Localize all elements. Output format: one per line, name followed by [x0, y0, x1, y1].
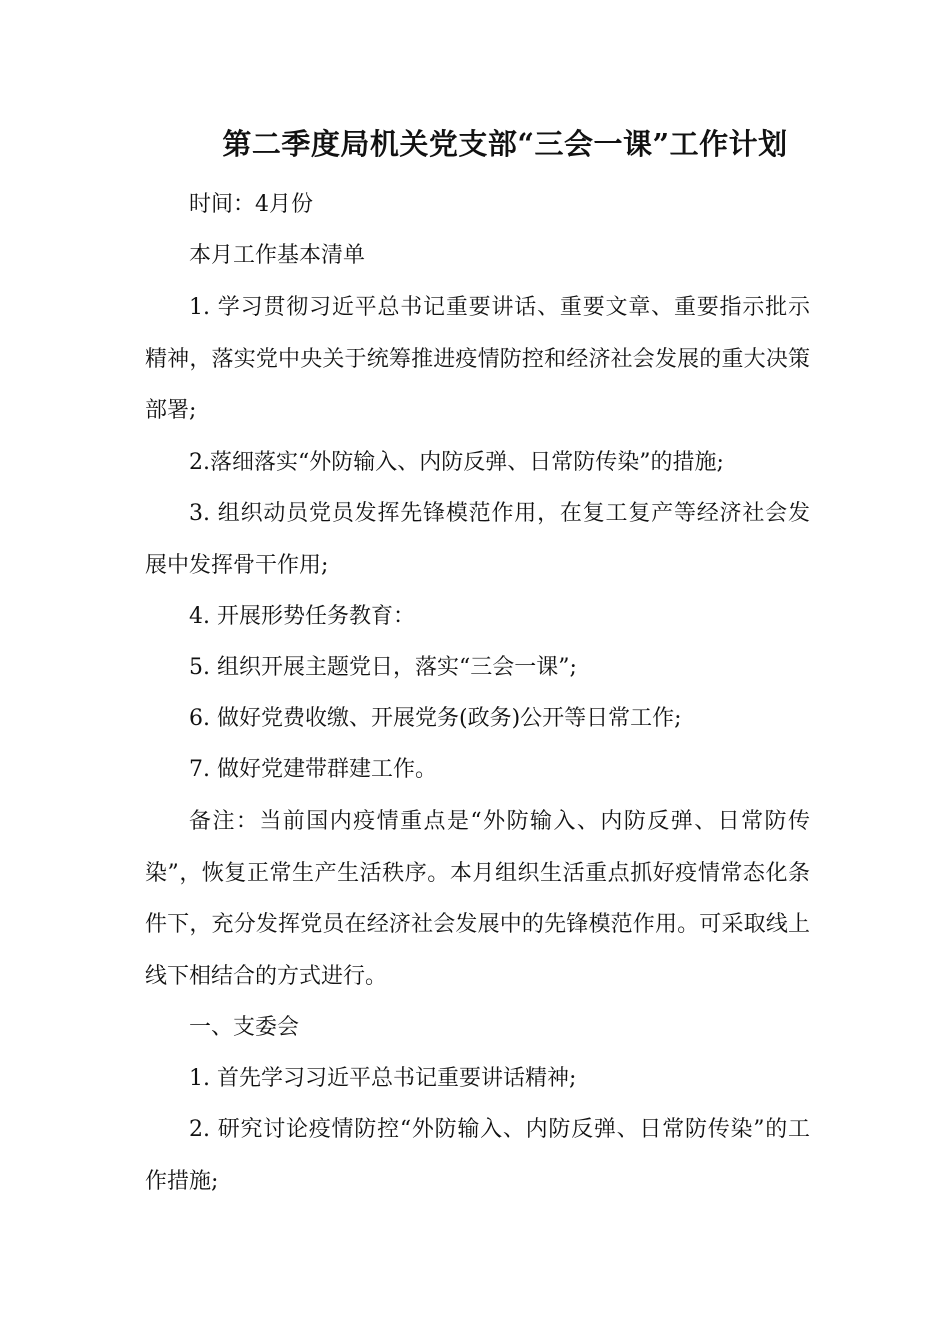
- list-item: 3. 组织动员党员发挥先锋模范作用，在复工复产等经济社会发展中发挥骨干作用;: [145, 501, 810, 578]
- list-item: 5. 组织开展主题党日，落实“三会一课”;: [189, 655, 577, 680]
- time-line: 时间：4月份: [189, 192, 313, 217]
- list-heading: 本月工作基本清单: [189, 243, 366, 268]
- document-title: 第二季度局机关党支部“三会一课”工作计划: [222, 127, 788, 161]
- list-item: 4. 开展形势任务教育：: [189, 604, 415, 629]
- note-paragraph: 备注：当前国内疫情重点是“外防输入、内防反弹、日常防传染”，恢复正常生产生活秩序。本月组织生活重点抓好疫情常态化条件下，充分发挥党员在经济社会发展中的先锋模范作用。可采取线上线下相结合的方式进行。: [145, 809, 810, 989]
- list-item: 1. 学习贯彻习近平总书记重要讲话、重要文章、重要指示批示精神，落实党中央关于统筹推进疫情防控和经济社会发展的重大决策部署;: [145, 295, 810, 423]
- list-item: 2. 研究讨论疫情防控“外防输入、内防反弹、日常防传染”的工作措施;: [145, 1117, 810, 1194]
- list-item: 1. 首先学习习近平总书记重要讲话精神;: [189, 1066, 577, 1091]
- section-heading: 一、支委会: [189, 1015, 300, 1040]
- list-item: 6. 做好党费收缴、开展党务(政务)公开等日常工作;: [189, 706, 682, 731]
- list-item: 2.落细落实“外防输入、内防反弹、日常防传染”的措施;: [189, 450, 724, 475]
- list-item: 7. 做好党建带群建工作。: [189, 757, 437, 782]
